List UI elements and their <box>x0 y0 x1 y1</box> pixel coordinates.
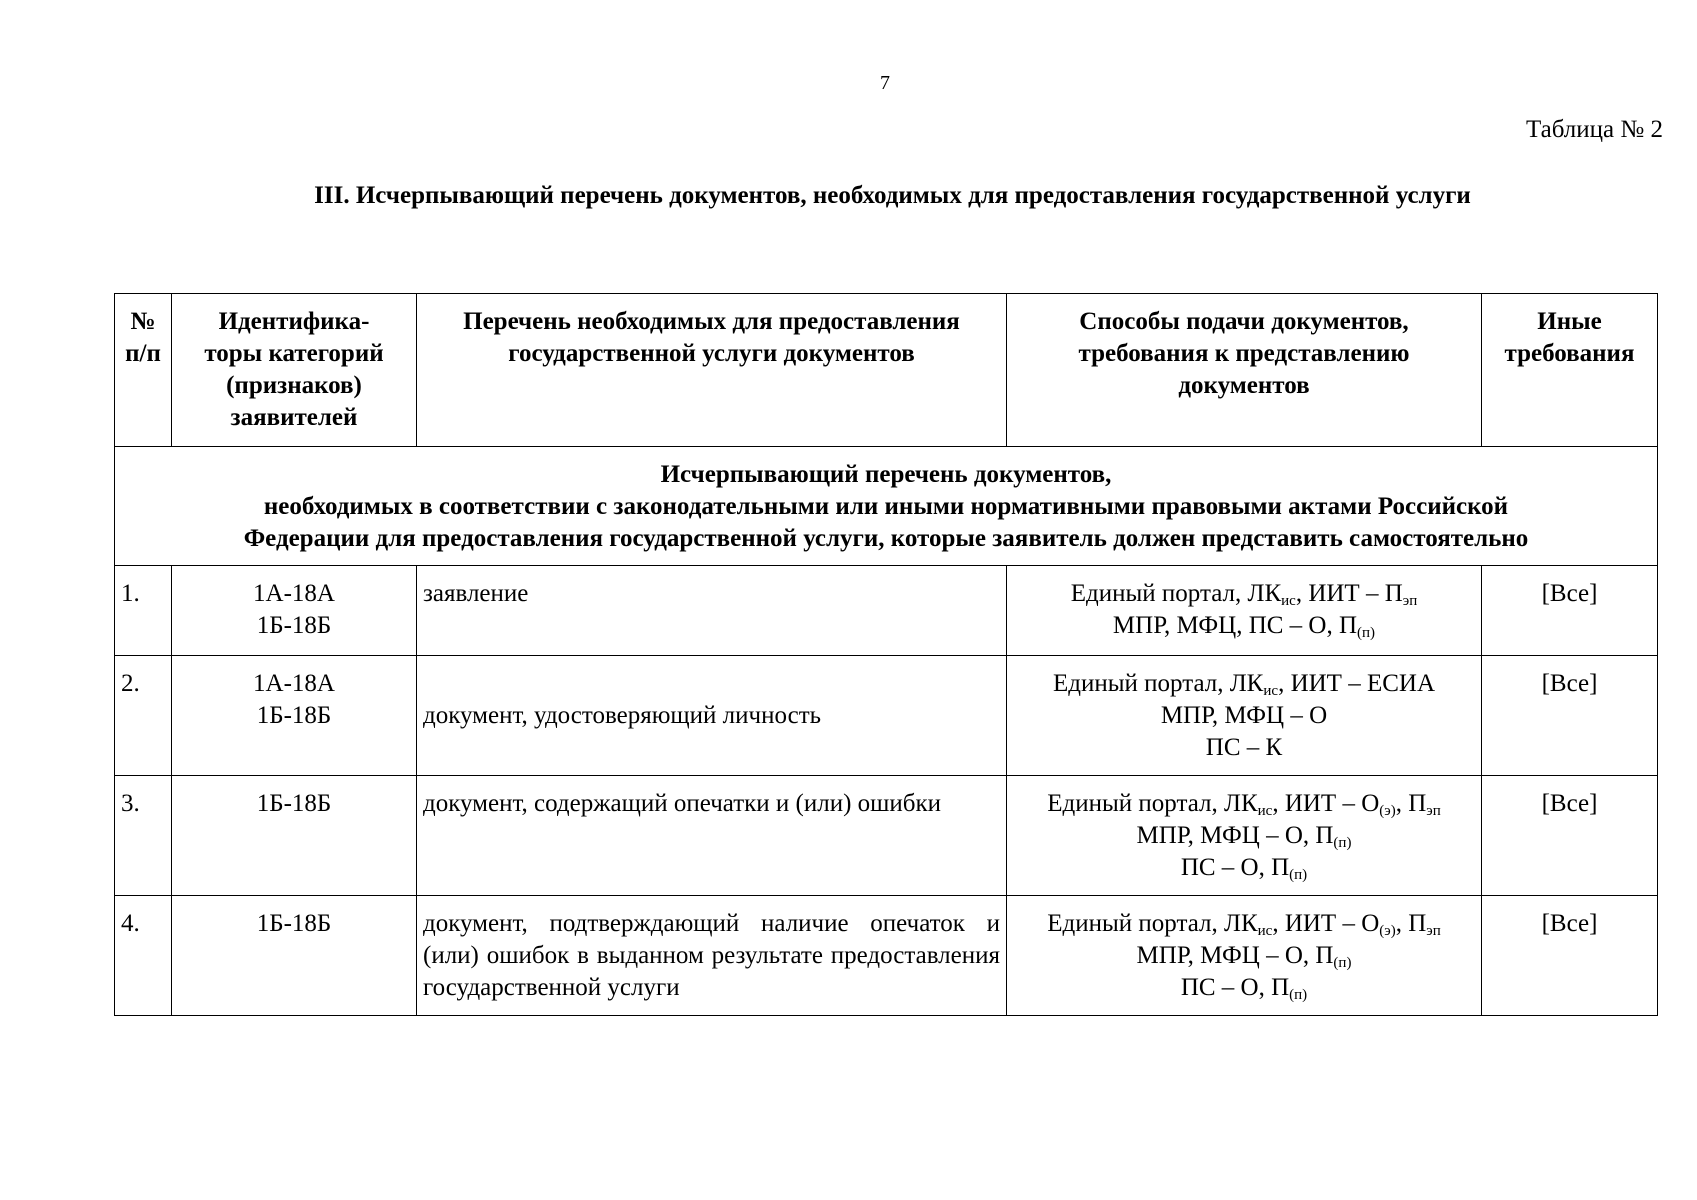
table-subheader-row <box>115 447 1658 566</box>
row-other-requirements: [Все] <box>1482 656 1658 776</box>
subheader-line: необходимых в соответствии с законодательными или иными нормативными правовыми актами Российской <box>263 493 1509 520</box>
subheader-cell <box>115 447 1658 566</box>
method-text: МПР, МФЦ – О, П <box>1136 942 1334 969</box>
method-text: Единый портал, ЛК <box>1047 790 1258 817</box>
method-subscript: (п) <box>1357 625 1376 641</box>
header-number <box>115 294 172 447</box>
table-row <box>115 566 1658 656</box>
header-number-line: п/п <box>125 340 161 367</box>
header-documents-line: государственной услуги документов <box>508 340 915 367</box>
method-subscript: (п) <box>1333 835 1352 851</box>
method-text: МПР, МФЦ – О, П <box>1136 822 1334 849</box>
row-document: документ, подтверждающий наличие опечаток и (или) ошибок в выданном результате предоставления государственной услуги <box>417 896 1007 1016</box>
method-line <box>1013 852 1475 884</box>
header-other-requirements <box>1482 294 1658 447</box>
documents-table <box>114 293 1658 1016</box>
method-text: , П <box>1395 790 1427 817</box>
method-subscript: ис <box>1257 803 1273 819</box>
header-other-line: Иные <box>1537 308 1602 335</box>
header-methods-line: Способы подачи документов, <box>1079 308 1409 335</box>
row-categories <box>172 776 417 896</box>
row-other-requirements: [Все] <box>1482 776 1658 896</box>
method-text: ПС – К <box>1205 734 1283 761</box>
header-applicant-categories <box>172 294 417 447</box>
row-methods <box>1007 656 1482 776</box>
page-number: 7 <box>880 72 890 94</box>
method-line <box>1013 908 1475 940</box>
method-text: , П <box>1395 910 1427 937</box>
table-row <box>115 896 1658 1016</box>
method-line <box>1013 610 1475 642</box>
category-code: 1Б-18Б <box>256 790 332 817</box>
row-methods <box>1007 776 1482 896</box>
method-subscript: эп <box>1402 593 1418 609</box>
method-text: Единый портал, ЛК <box>1047 910 1258 937</box>
method-line <box>1013 732 1475 764</box>
method-line <box>1013 940 1475 972</box>
row-document: заявление <box>417 566 1007 656</box>
method-text: , ИИТ – О <box>1272 790 1380 817</box>
section-title: III. Исчерпывающий перечень документов, необходимых для предоставления государственной услуги <box>314 182 1471 209</box>
row-other-requirements: [Все] <box>1482 566 1658 656</box>
header-submission-methods <box>1007 294 1482 447</box>
method-subscript: (п) <box>1289 987 1308 1003</box>
method-text: МПР, МФЦ – О <box>1160 702 1328 729</box>
row-categories <box>172 896 417 1016</box>
method-subscript: ис <box>1263 683 1279 699</box>
method-line <box>1013 820 1475 852</box>
header-other-line: требования <box>1504 340 1635 367</box>
method-text: ПС – О, П <box>1180 854 1290 881</box>
row-other-requirements: [Все] <box>1482 896 1658 1016</box>
header-categories-line: торы категорий <box>204 340 384 367</box>
header-methods-line: документов <box>1178 372 1310 399</box>
method-subscript: (э) <box>1379 803 1396 819</box>
method-text: Единый портал, ЛК <box>1052 670 1264 697</box>
method-line <box>1013 788 1475 820</box>
method-line <box>1013 668 1475 700</box>
category-code: 1Б-18Б <box>256 910 332 937</box>
row-categories <box>172 566 417 656</box>
table-row <box>115 776 1658 896</box>
header-categories-line: (признаков) <box>226 372 362 399</box>
category-code: 1Б-18Б <box>256 612 332 639</box>
method-subscript: эп <box>1426 923 1441 939</box>
header-categories-line: Идентифика- <box>218 308 370 335</box>
method-subscript: эп <box>1426 803 1441 819</box>
category-code: 1Б-18Б <box>256 702 332 729</box>
table-header-row <box>115 294 1658 447</box>
header-categories-line: заявителей <box>230 404 358 431</box>
subheader-line: Исчерпывающий перечень документов, <box>660 461 1112 488</box>
method-line <box>1013 700 1475 732</box>
method-line <box>1013 578 1475 610</box>
method-text: , ИИТ – ЕСИА <box>1278 670 1435 697</box>
header-documents-line: Перечень необходимых для предоставления <box>463 308 960 335</box>
method-subscript: (э) <box>1379 923 1396 939</box>
row-number: 1. <box>115 566 172 656</box>
row-number: 2. <box>115 656 172 776</box>
method-text: МПР, МФЦ, ПС – О, П <box>1112 612 1358 639</box>
subheader-line: Федерации для предоставления государственной услуги, которые заявитель должен представить самостоятельно <box>243 525 1529 552</box>
category-code: 1А-18А <box>253 670 335 697</box>
method-subscript: ис <box>1281 593 1296 609</box>
method-text: Единый портал, ЛК <box>1070 580 1282 607</box>
method-text: , ИИТ – П <box>1295 580 1403 607</box>
row-document: документ, удостоверяющий личность <box>417 656 1007 776</box>
header-number-line: № <box>130 308 156 335</box>
method-subscript: ис <box>1257 923 1273 939</box>
method-text: ПС – О, П <box>1180 974 1290 1001</box>
category-code: 1А-18А <box>253 580 335 607</box>
method-subscript: (п) <box>1333 955 1352 971</box>
header-methods-line: требования к представлению <box>1078 340 1410 367</box>
method-text: , ИИТ – О <box>1272 910 1380 937</box>
method-subscript: (п) <box>1289 867 1308 883</box>
row-methods <box>1007 566 1482 656</box>
method-line <box>1013 972 1475 1004</box>
row-number: 3. <box>115 776 172 896</box>
header-documents-list <box>417 294 1007 447</box>
table-caption: Таблица № 2 <box>1525 116 1663 143</box>
row-number: 4. <box>115 896 172 1016</box>
row-methods <box>1007 896 1482 1016</box>
row-categories <box>172 656 417 776</box>
row-document: документ, содержащий опечатки и (или) ошибки <box>417 776 1007 896</box>
table-row <box>115 656 1658 776</box>
